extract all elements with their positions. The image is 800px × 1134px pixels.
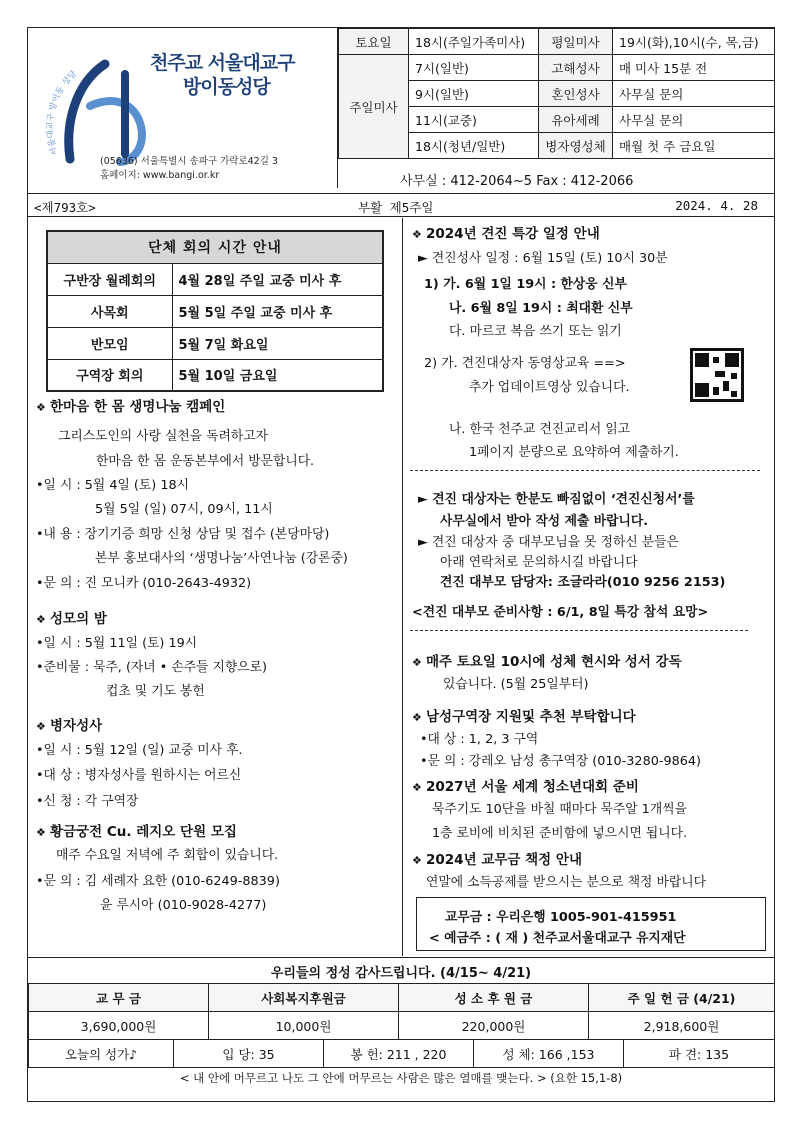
diamond-bullet-icon: ❖ — [36, 720, 46, 733]
diamond-bullet-icon: ❖ — [412, 656, 422, 669]
schedule-label: 평일미사 — [539, 29, 613, 55]
issue-number: <제793호> — [34, 200, 96, 215]
godparent-note-1: ► 견진 대상자 중 대부모님을 못 정하신 분들은 — [418, 535, 679, 550]
meeting-name: 반모임 — [47, 327, 172, 359]
confirmation-date: ► 견진성사 일정 : 6월 15일 (토) 10시 30분 — [418, 251, 668, 266]
legio-line: 매주 수요일 저녁에 주 회합이 있습니다. — [56, 848, 279, 863]
diamond-bullet-icon: ❖ — [412, 711, 422, 724]
diamond-bullet-icon: ❖ — [412, 781, 422, 794]
sick-title: ❖ 병자성사 — [36, 718, 103, 734]
sunday-time: 18시(청년/일반) — [409, 133, 539, 159]
confirmation-book: 나. 한국 천주교 견진교리서 읽고 — [449, 422, 631, 437]
offering-value: 2,918,600원 — [589, 1012, 775, 1040]
schedule-label: 유아세례 — [539, 107, 613, 133]
schedule-value: 매월 첫 주 금요일 — [613, 133, 775, 159]
godparent-prep: <견진 대부모 준비사항 : 6/1, 8일 특강 참석 요망> — [412, 605, 709, 620]
mary-night-prep-2: 컵초 및 기도 봉헌 — [106, 684, 205, 699]
diamond-bullet-icon: ❖ — [36, 826, 46, 839]
meeting-time: 4월 28일 주일 교중 미사 후 — [172, 263, 383, 295]
schedule-label: 병자영성체 — [539, 133, 613, 159]
hymn-offertory: 봉 헌: 211 , 220 — [324, 1040, 474, 1068]
saturday-label: 토요일 — [339, 29, 409, 55]
mens-contact: •문 의 : 강레오 남성 총구역장 (010-3280-9864) — [420, 754, 702, 769]
bible-line: 있습니다. (5월 25일부터) — [443, 677, 589, 692]
confirmation-video: 2) 가. 견진대상자 동영상교육 ==> — [424, 356, 626, 371]
dues-line: 연말에 소득공제를 받으시는 분으로 책정 바랍니다 — [426, 875, 706, 890]
campaign-content-2: 본부 홍보대사의 ‘생명나눔’사연나눔 (강론중) — [95, 551, 348, 566]
meeting-name: 사목회 — [47, 295, 172, 327]
diamond-bullet-icon: ❖ — [36, 613, 46, 626]
dues-holder: < 예금주 : ( 재 ) 천주교서울대교구 유지재단 — [429, 931, 686, 946]
legio-contact-2: 윤 루시아 (010-9028-4277) — [100, 898, 267, 913]
sunday-label: 주일미사 — [339, 55, 409, 159]
campaign-date-1: •일 시 : 5월 4일 (토) 18시 — [36, 478, 189, 493]
campaign-date-2: 5월 5일 (일) 07시, 09시, 11시 — [95, 502, 273, 517]
dues-account: 교무금 : 우리은행 1005-901-415951 — [445, 910, 677, 925]
diamond-bullet-icon: ❖ — [412, 854, 422, 867]
sick-apply: •신 청 : 각 구역장 — [36, 794, 139, 809]
offering-header: 사회복지후원금 — [209, 984, 399, 1012]
legio-contact-1: •문 의 : 김 세례자 요한 (010-6249-8839) — [36, 874, 280, 889]
sunday-time: 7시(일반) — [409, 55, 539, 81]
dues-title: ❖ 2024년 교무금 책정 안내 — [412, 852, 583, 868]
meeting-time: 5월 10일 금요일 — [172, 359, 383, 391]
issue-bar — [28, 193, 774, 217]
hymn-table — [28, 1039, 775, 1068]
issue-date: 2024. 4. 28 — [675, 198, 758, 213]
meeting-name: 구역장 회의 — [47, 359, 172, 391]
meeting-name: 구반장 월례회의 — [47, 263, 172, 295]
confirmation-lecture-2: 나. 6월 8일 19시 : 최대환 신부 — [449, 301, 633, 316]
saturday-value: 18시(주일가족미사) — [409, 29, 539, 55]
diamond-bullet-icon: ❖ — [412, 228, 422, 241]
office-phone: 사무실 : 412-2064~5 Fax : 412-2066 — [400, 174, 634, 189]
offering-table — [28, 983, 775, 1040]
confirmation-summary: 1페이지 분량으로 요약하여 제출하기. — [469, 445, 679, 460]
meeting-time: 5월 5일 주일 교중 미사 후 — [172, 295, 383, 327]
thanks-title: 우리들의 정성 감사드립니다. (4/15~ 4/21) — [28, 957, 774, 983]
application-note-2: 사무실에서 받아 작성 제출 바랍니다. — [440, 514, 649, 529]
bible-title: ❖ 매주 토요일 10시에 성체 현시와 성서 강독 — [412, 654, 682, 670]
svg-text:서울대교구 방이동 성당: 서울대교구 방이동 성당 — [45, 69, 80, 157]
schedule-value: 사무실 문의 — [613, 107, 775, 133]
sunday-time: 11시(교중) — [409, 107, 539, 133]
offering-header: 주 일 헌 금 (4/21) — [589, 984, 775, 1012]
legio-title: ❖ 황금궁전 Cu. 레지오 단원 모집 — [36, 824, 237, 840]
homepage: 홈페이지: www.bangi.or.kr — [100, 170, 220, 181]
campaign-intro-1: 그리스도인의 사랑 실천을 독려하고자 — [58, 429, 268, 444]
campaign-contact: •문 의 : 진 모니카 (010-2643-4932) — [36, 576, 252, 591]
mary-night-prep-1: •준비물 : 묵주, (자녀 • 손주들 지향으로) — [36, 660, 267, 675]
mary-night-title: ❖ 성모의 밤 — [36, 611, 107, 627]
offering-value: 3,690,000원 — [29, 1012, 209, 1040]
confirmation-title: ❖ 2024년 견진 특강 일정 안내 — [412, 226, 600, 242]
meeting-table-title: 단체 회의 시간 안내 — [47, 231, 383, 263]
sick-target: •대 상 : 병자성사를 원하시는 어르신 — [36, 768, 242, 783]
address: (05636) 서울특별시 송파구 가락로42길 3 — [100, 156, 278, 167]
mary-night-date: •일 시 : 5월 11일 (토) 19시 — [36, 636, 198, 651]
mens-target: •대 상 : 1, 2, 3 구역 — [420, 732, 539, 747]
sick-date: •일 시 : 5월 12일 (일) 교중 미사 후. — [36, 743, 243, 758]
diamond-bullet-icon: ❖ — [36, 401, 46, 414]
application-note-1: ► 견진 대상자는 한분도 빠짐없이 ‘견진신청서’를 — [418, 492, 695, 507]
dashed-divider — [410, 630, 748, 631]
issue-title: 부활 제5주일 — [358, 200, 434, 215]
offering-header: 성 소 후 원 금 — [399, 984, 589, 1012]
dashed-divider — [410, 470, 760, 471]
qr-code-icon[interactable] — [690, 348, 744, 402]
mens-title: ❖ 남성구역장 지원및 추천 부탁합니다 — [412, 709, 636, 725]
hymn-dismissal: 파 견: 135 — [624, 1040, 775, 1068]
campaign-intro-2: 한마음 한 몸 운동본부에서 방문합니다. — [96, 454, 315, 469]
schedule-label: 혼인성사 — [539, 81, 613, 107]
parish-title-line2: 방이동성당 — [183, 76, 270, 98]
meeting-time: 5월 7일 화요일 — [172, 327, 383, 359]
hymn-communion: 성 체: 166 ,153 — [474, 1040, 624, 1068]
hymn-entry: 입 당: 35 — [174, 1040, 324, 1068]
schedule-value: 매 미사 15분 전 — [613, 55, 775, 81]
confirmation-video-update: 추가 업데이트영상 있습니다. — [469, 380, 630, 395]
confirmation-lecture-1: 1) 가. 6월 1일 19시 : 한상웅 신부 — [424, 277, 627, 292]
godparent-note-2: 아래 연락처로 문의하시길 바랍니다 — [440, 555, 638, 570]
sunday-time: 9시(일반) — [409, 81, 539, 107]
campaign-title: ❖ 한마음 한 몸 생명나눔 캠페인 — [36, 399, 226, 415]
offering-value: 10,000원 — [209, 1012, 399, 1040]
schedule-value: 19시(화),10시(수, 목,금) — [613, 29, 775, 55]
wyd-line-2: 1층 로비에 비치된 준비함에 넣으시면 됩니다. — [432, 826, 688, 841]
meeting-table — [46, 230, 384, 392]
offering-value: 220,000원 — [399, 1012, 589, 1040]
campaign-content-1: •내 용 : 장기기증 희망 신청 상담 및 접수 (본당마당) — [36, 527, 330, 542]
column-divider — [402, 218, 403, 956]
mass-schedule-table — [338, 28, 775, 159]
wyd-line-1: 묵주기도 10단을 바칠 때마다 묵주알 1개씩을 — [432, 802, 687, 817]
confirmation-lecture-3: 다. 마르코 복음 쓰기 또는 읽기 — [449, 324, 622, 339]
account-box — [416, 897, 766, 951]
hymn-label: 오늘의 성가♪ — [29, 1040, 174, 1068]
wyd-title: ❖ 2027년 서울 세계 청소년대회 준비 — [412, 779, 639, 795]
godparent-contact: 견진 대부모 담당자: 조글라라(010 9256 2153) — [440, 575, 726, 590]
parish-title-line1: 천주교 서울대교구 — [150, 52, 295, 74]
bible-verse: < 내 안에 머무르고 나도 그 안에 머무르는 사람은 많은 열매를 맺는다. > (요한 15,1-8) — [179, 1071, 623, 1085]
offering-header: 교 무 금 — [29, 984, 209, 1012]
schedule-label: 고해성사 — [539, 55, 613, 81]
schedule-value: 사무실 문의 — [613, 81, 775, 107]
